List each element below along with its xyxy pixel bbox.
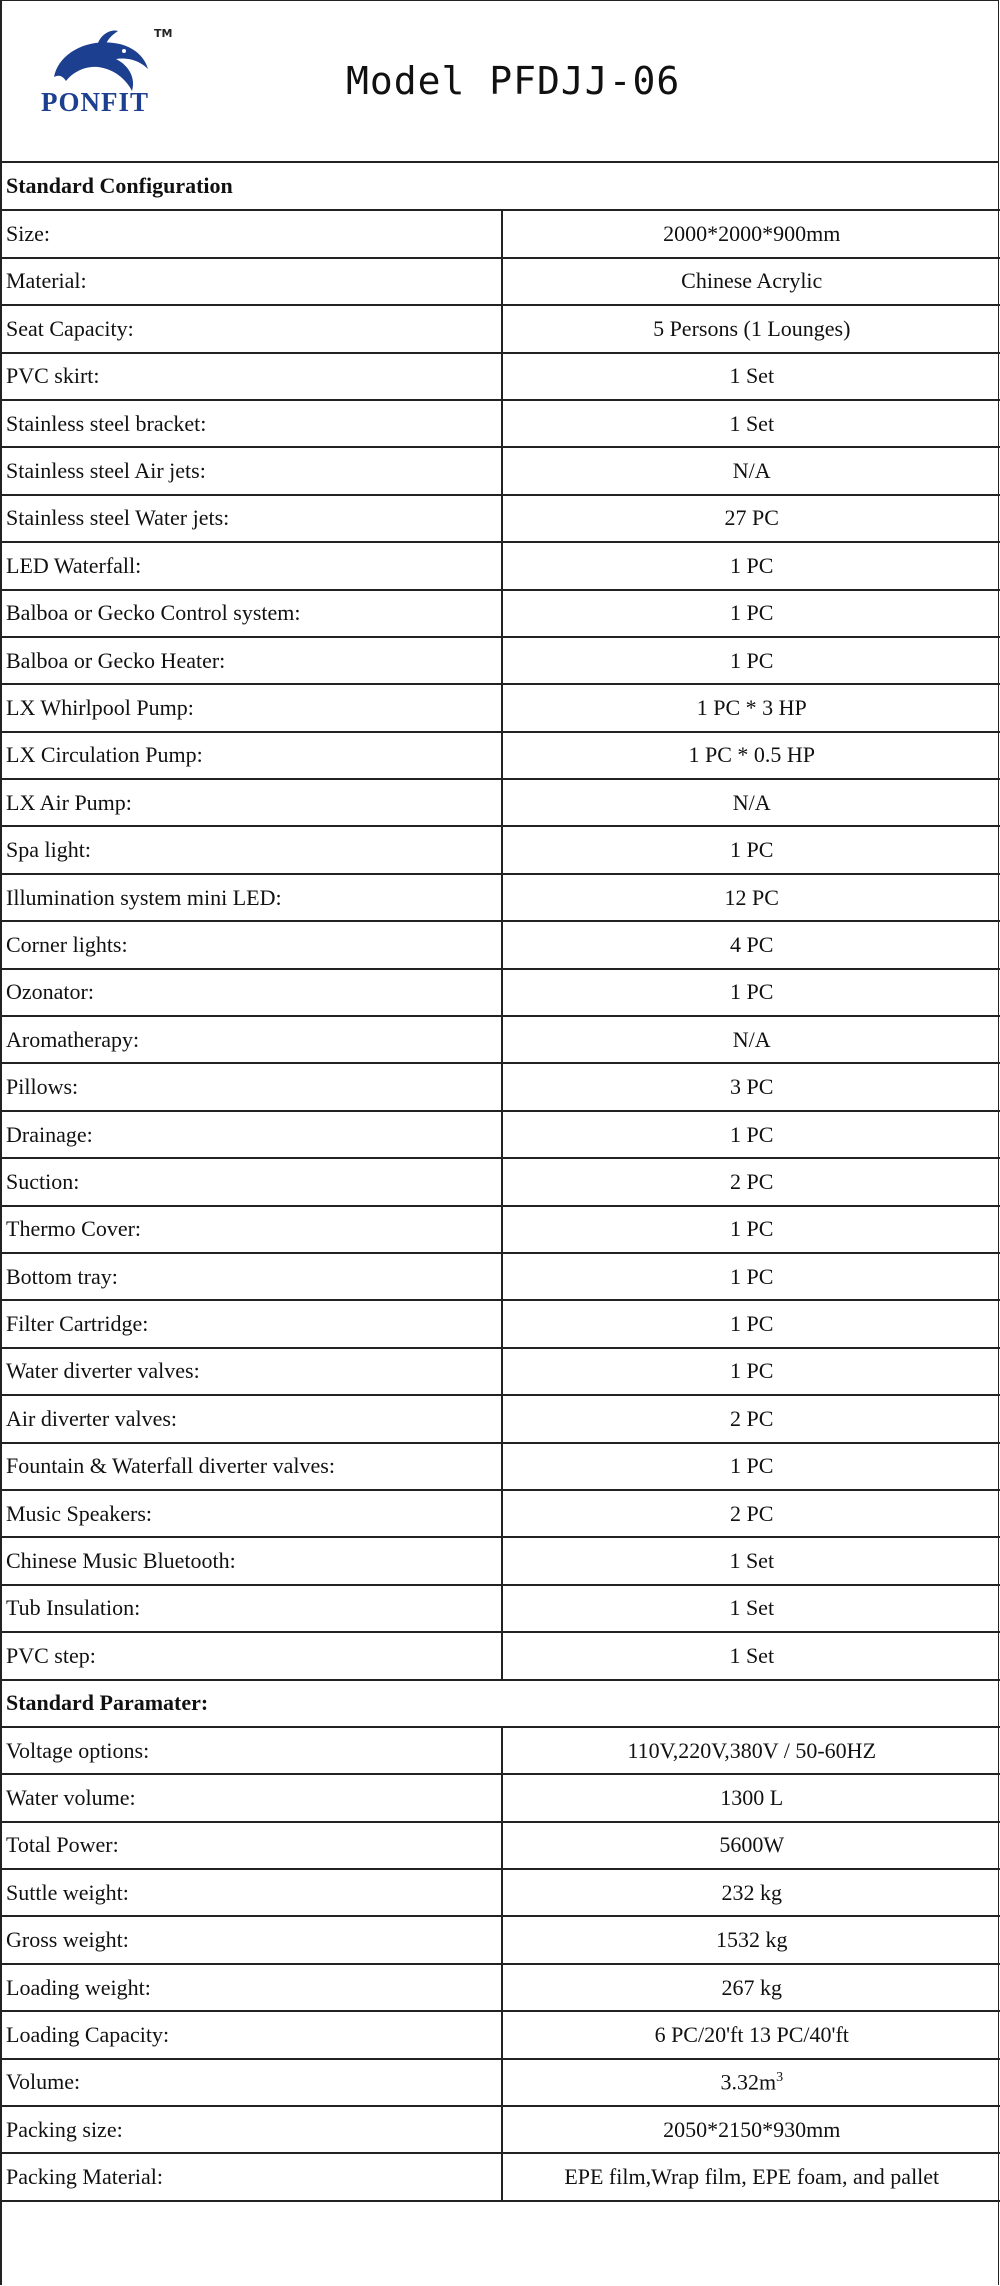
spec-value-text: 1 PC bbox=[730, 600, 774, 626]
spec-value bbox=[502, 969, 1000, 1016]
spec-label: Tub Insulation: bbox=[2, 1585, 502, 1632]
spec-label: Material: bbox=[2, 258, 502, 305]
spec-label: Loading weight: bbox=[2, 1964, 502, 2011]
spec-label: Size: bbox=[2, 210, 502, 257]
spec-label: Drainage: bbox=[2, 1111, 502, 1158]
table-row bbox=[2, 637, 1000, 684]
table-row bbox=[2, 495, 1000, 542]
spec-value bbox=[502, 353, 1000, 400]
spec-value-text: Chinese Acrylic bbox=[681, 268, 823, 294]
spec-value bbox=[502, 1300, 1000, 1347]
spec-value bbox=[502, 874, 1000, 921]
table-row bbox=[2, 1964, 1000, 2011]
table-row bbox=[2, 1111, 1000, 1158]
spec-value-text: 110V,220V,380V / 50-60HZ bbox=[627, 1737, 877, 1763]
table-row bbox=[2, 2153, 1000, 2200]
table-row bbox=[2, 1395, 1000, 1442]
table-row bbox=[2, 400, 1000, 447]
spec-label: Music Speakers: bbox=[2, 1490, 502, 1537]
spec-value-text: 1 PC * 0.5 HP bbox=[688, 742, 816, 768]
spec-value bbox=[502, 1585, 1000, 1632]
spec-value bbox=[502, 447, 1000, 494]
spec-value-text: 1 PC bbox=[730, 1453, 774, 1479]
table-row bbox=[2, 305, 1000, 352]
spec-value bbox=[502, 305, 1000, 352]
spec-label: Voltage options: bbox=[2, 1727, 502, 1774]
spec-value bbox=[502, 1727, 1000, 1774]
spec-value bbox=[502, 1443, 1000, 1490]
spec-value bbox=[502, 210, 1000, 257]
spec-label: Filter Cartridge: bbox=[2, 1300, 502, 1347]
section-header-row bbox=[2, 1680, 1000, 1727]
spec-value-text: 3.32m bbox=[720, 2069, 777, 2095]
spec-value-text: 1 PC bbox=[730, 1311, 774, 1337]
spec-value-text: 2050*2150*930mm bbox=[663, 2116, 841, 2142]
spec-value-text: N/A bbox=[732, 789, 771, 815]
table-row bbox=[2, 874, 1000, 921]
spec-label: Water diverter valves: bbox=[2, 1348, 502, 1395]
spec-label: Volume: bbox=[2, 2059, 502, 2106]
table-row bbox=[2, 1206, 1000, 1253]
spec-value-text: 1 PC bbox=[730, 1216, 774, 1242]
table-row bbox=[2, 1727, 1000, 1774]
spec-value-text: 1 Set bbox=[729, 410, 775, 436]
spec-value bbox=[502, 1869, 1000, 1916]
spec-value bbox=[502, 1395, 1000, 1442]
spec-label: Suttle weight: bbox=[2, 1869, 502, 1916]
spec-label: Fountain & Waterfall diverter valves: bbox=[2, 1443, 502, 1490]
spec-label: Packing size: bbox=[2, 2106, 502, 2153]
spec-value bbox=[502, 684, 1000, 731]
spec-label: LX Whirlpool Pump: bbox=[2, 684, 502, 731]
spec-label: LX Circulation Pump: bbox=[2, 732, 502, 779]
spec-value-text: 1 Set bbox=[729, 1595, 775, 1621]
table-row bbox=[2, 542, 1000, 589]
brand-logo-text: PONFIT bbox=[41, 87, 150, 117]
table-row bbox=[2, 1869, 1000, 1916]
spec-label: Stainless steel Air jets: bbox=[2, 447, 502, 494]
spec-value bbox=[502, 1016, 1000, 1063]
spec-value-text: 1 Set bbox=[729, 1642, 775, 1668]
spec-label: Stainless steel Water jets: bbox=[2, 495, 502, 542]
table-row bbox=[2, 1916, 1000, 1963]
table-row bbox=[2, 2011, 1000, 2058]
table-row bbox=[2, 1300, 1000, 1347]
spec-value bbox=[502, 1206, 1000, 1253]
spec-label: LED Waterfall: bbox=[2, 542, 502, 589]
spec-value bbox=[502, 779, 1000, 826]
spec-value bbox=[502, 921, 1000, 968]
spec-value bbox=[502, 2011, 1000, 2058]
table-row bbox=[2, 447, 1000, 494]
table-row bbox=[2, 1822, 1000, 1869]
spec-value bbox=[502, 1537, 1000, 1584]
spec-label: Packing Material: bbox=[2, 2153, 502, 2200]
table-row bbox=[2, 1253, 1000, 1300]
spec-value-text: 2 PC bbox=[730, 1405, 774, 1431]
spec-label: Bottom tray: bbox=[2, 1253, 502, 1300]
spec-value-text: 3 PC bbox=[730, 1074, 774, 1100]
spec-table bbox=[2, 163, 1000, 2202]
spec-value bbox=[502, 542, 1000, 589]
spec-value bbox=[502, 826, 1000, 873]
table-row bbox=[2, 210, 1000, 257]
spec-value bbox=[502, 1964, 1000, 2011]
spec-label: LX Air Pump: bbox=[2, 779, 502, 826]
spec-label: Loading Capacity: bbox=[2, 2011, 502, 2058]
spec-value bbox=[502, 1632, 1000, 1679]
spec-value-text: 1 PC bbox=[730, 979, 774, 1005]
spec-value bbox=[502, 400, 1000, 447]
spec-value-text: 1 Set bbox=[729, 1548, 775, 1574]
spec-value-text: 27 PC bbox=[724, 505, 779, 531]
spec-value bbox=[502, 732, 1000, 779]
spec-value bbox=[502, 1822, 1000, 1869]
table-row bbox=[2, 1348, 1000, 1395]
table-row bbox=[2, 684, 1000, 731]
table-row bbox=[2, 1774, 1000, 1821]
table-row bbox=[2, 1490, 1000, 1537]
spec-value-text: 5 Persons (1 Lounges) bbox=[653, 315, 851, 341]
spec-value-text: 5600W bbox=[719, 1832, 785, 1858]
spec-value-text: N/A bbox=[732, 1026, 771, 1052]
spec-value-text: 1 PC bbox=[730, 647, 774, 673]
spec-value bbox=[502, 258, 1000, 305]
spec-label: Total Power: bbox=[2, 1822, 502, 1869]
table-row bbox=[2, 826, 1000, 873]
table-row bbox=[2, 2106, 1000, 2153]
spec-value bbox=[502, 2059, 1000, 2106]
spec-value bbox=[502, 1063, 1000, 1110]
spec-value bbox=[502, 2106, 1000, 2153]
table-row bbox=[2, 921, 1000, 968]
spec-label: Corner lights: bbox=[2, 921, 502, 968]
section-heading: Standard Paramater: bbox=[2, 1680, 1000, 1727]
spec-label: PVC step: bbox=[2, 1632, 502, 1679]
spec-label: Seat Capacity: bbox=[2, 305, 502, 352]
table-row bbox=[2, 353, 1000, 400]
spec-value-text: 1 PC * 3 HP bbox=[696, 694, 807, 720]
spec-value-text: 1300 L bbox=[720, 1784, 784, 1810]
spec-value-text: 2 PC bbox=[730, 1168, 774, 1194]
spec-value bbox=[502, 1158, 1000, 1205]
spec-label: Balboa or Gecko Control system: bbox=[2, 590, 502, 637]
table-row bbox=[2, 969, 1000, 1016]
table-row bbox=[2, 1537, 1000, 1584]
spec-value-text: N/A bbox=[732, 458, 771, 484]
spec-value bbox=[502, 2153, 1000, 2200]
spec-value bbox=[502, 637, 1000, 684]
spec-value-text: 1 PC bbox=[730, 1121, 774, 1147]
spec-label: Ozonator: bbox=[2, 969, 502, 1016]
table-row bbox=[2, 1585, 1000, 1632]
section-header-row bbox=[2, 163, 1000, 210]
spec-value-text: 267 kg bbox=[721, 1974, 782, 2000]
spec-value bbox=[502, 1916, 1000, 1963]
table-row bbox=[2, 1443, 1000, 1490]
spec-value-text: 2 PC bbox=[730, 1500, 774, 1526]
spec-value-text: 12 PC bbox=[724, 884, 779, 910]
table-row bbox=[2, 1063, 1000, 1110]
table-row bbox=[2, 779, 1000, 826]
table-row bbox=[2, 590, 1000, 637]
spec-value-text: 232 kg bbox=[721, 1879, 782, 1905]
spec-label: PVC skirt: bbox=[2, 353, 502, 400]
spec-value-text: EPE film,Wrap film, EPE foam, and pallet bbox=[564, 2164, 940, 2190]
spec-value bbox=[502, 1348, 1000, 1395]
table-row bbox=[2, 1632, 1000, 1679]
table-row bbox=[2, 1158, 1000, 1205]
spec-value-text: 1532 kg bbox=[716, 1927, 788, 1953]
spec-value-text: 4 PC bbox=[730, 931, 774, 957]
spec-value bbox=[502, 1253, 1000, 1300]
spec-value-text: 1 Set bbox=[729, 363, 775, 389]
spec-value-text: 1 PC bbox=[730, 1358, 774, 1384]
section-heading: Standard Configuration bbox=[2, 163, 1000, 210]
spec-value-text: 2000*2000*900mm bbox=[663, 221, 841, 247]
spec-value bbox=[502, 1774, 1000, 1821]
spec-label: Spa light: bbox=[2, 826, 502, 873]
spec-value bbox=[502, 590, 1000, 637]
spec-label: Air diverter valves: bbox=[2, 1395, 502, 1442]
spec-label: Illumination system mini LED: bbox=[2, 874, 502, 921]
spec-value-text: 6 PC/20'ft 13 PC/40'ft bbox=[654, 2021, 849, 2047]
spec-label: Pillows: bbox=[2, 1063, 502, 1110]
trademark-mark: TM bbox=[154, 27, 173, 40]
spec-label: Chinese Music Bluetooth: bbox=[2, 1537, 502, 1584]
spec-value-text: 1 PC bbox=[730, 552, 774, 578]
table-row bbox=[2, 732, 1000, 779]
table-row bbox=[2, 2059, 1000, 2106]
spec-value bbox=[502, 495, 1000, 542]
spec-value-text: 1 PC bbox=[730, 1263, 774, 1289]
spec-label: Aromatherapy: bbox=[2, 1016, 502, 1063]
spec-label: Water volume: bbox=[2, 1774, 502, 1821]
unit-superscript: 3 bbox=[776, 2070, 784, 2086]
spec-value bbox=[502, 1490, 1000, 1537]
table-row bbox=[2, 258, 1000, 305]
spec-label: Suction: bbox=[2, 1158, 502, 1205]
spec-label: Stainless steel bracket: bbox=[2, 400, 502, 447]
sheet-header bbox=[2, 0, 998, 163]
spec-label: Balboa or Gecko Heater: bbox=[2, 637, 502, 684]
spec-value bbox=[502, 1111, 1000, 1158]
page-title: Model PFDJJ-06 bbox=[346, 59, 681, 103]
spec-value-text: 1 PC bbox=[730, 837, 774, 863]
spec-label: Gross weight: bbox=[2, 1916, 502, 1963]
spec-label: Thermo Cover: bbox=[2, 1206, 502, 1253]
table-row bbox=[2, 1016, 1000, 1063]
